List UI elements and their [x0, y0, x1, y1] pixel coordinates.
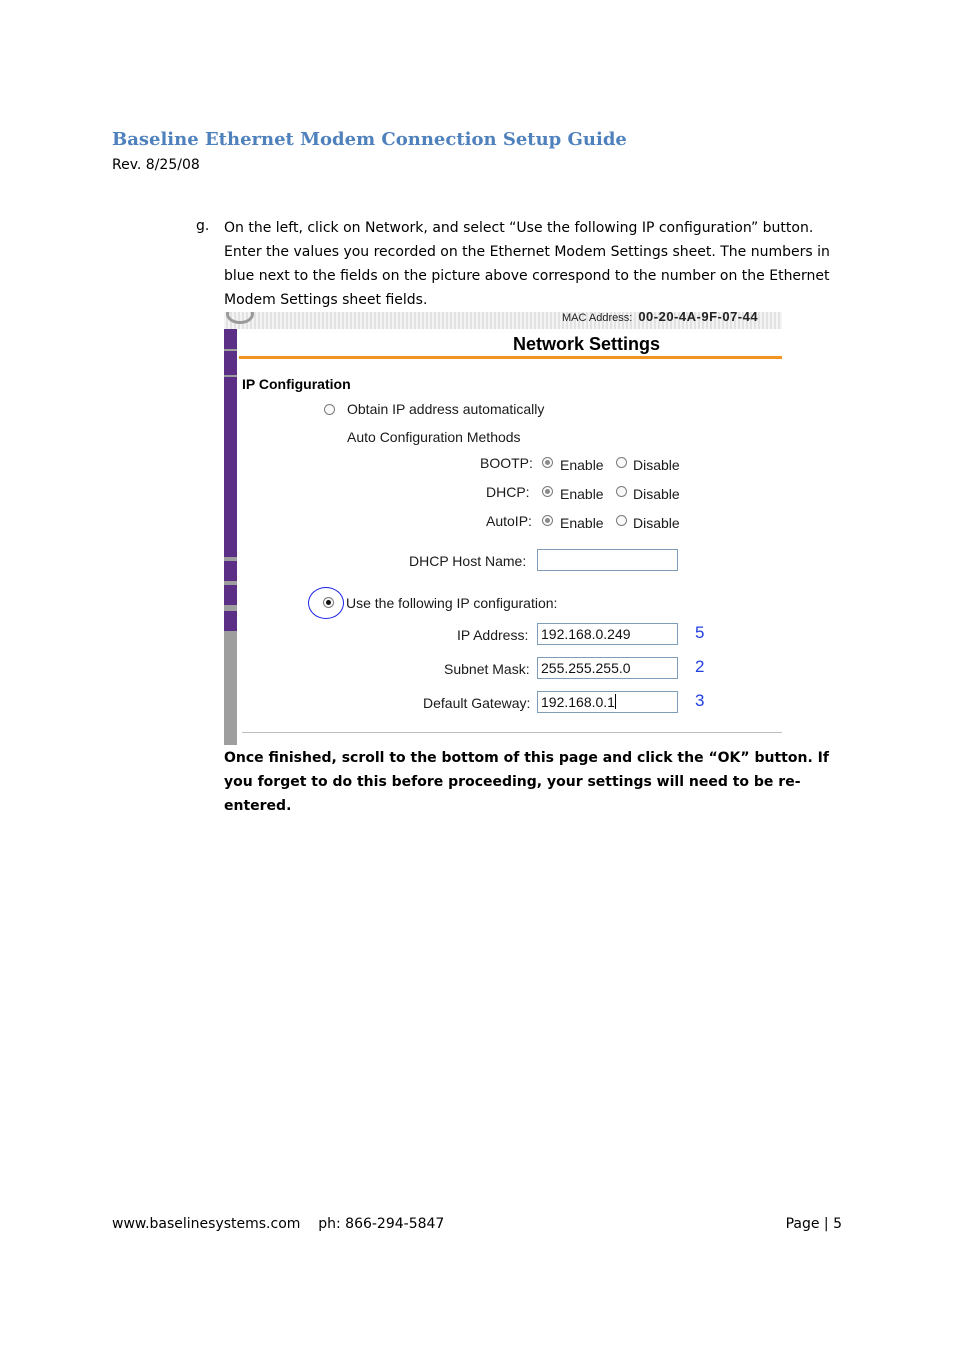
network-settings-screenshot	[224, 312, 782, 745]
header-strip	[224, 312, 782, 329]
ip-address-label: IP Address:	[457, 627, 529, 643]
obtain-auto-radio[interactable]	[324, 404, 335, 415]
ip-configuration-heading: IP Configuration	[242, 376, 351, 392]
revision-date: Rev. 8/25/08	[112, 157, 200, 173]
sidebar-nav-item[interactable]	[224, 377, 237, 557]
autoip-enable-radio[interactable]	[542, 515, 553, 526]
default-gateway-ref-number: 3	[695, 691, 705, 710]
sidebar-nav-item[interactable]	[224, 561, 237, 581]
default-gateway-label: Default Gateway:	[423, 695, 531, 711]
subnet-mask-input[interactable]: 255.255.255.0	[537, 657, 678, 679]
page-number: Page | 5	[785, 1216, 842, 1232]
auto-methods-label: Auto Configuration Methods	[347, 429, 521, 445]
dhcp-enable-radio[interactable]	[542, 486, 553, 497]
mac-address	[562, 312, 758, 324]
autoip-disable-radio[interactable]	[616, 515, 627, 526]
use-following-radio[interactable]	[323, 597, 334, 608]
subnet-mask-ref-number: 2	[695, 657, 705, 676]
mac-address-value: 00-20-4A-9F-07-44	[638, 312, 759, 324]
footer-contact	[112, 1216, 444, 1232]
dhcp-disable-radio[interactable]	[616, 486, 627, 497]
dhcp-host-name-input[interactable]	[537, 549, 678, 571]
nav-sidebar	[224, 329, 237, 745]
default-gateway-value: 192.168.0.1	[541, 694, 615, 710]
sidebar-nav-item[interactable]	[224, 585, 237, 605]
dhcp-host-name-label: DHCP Host Name:	[409, 553, 527, 569]
bootp-disable-label: Disable	[633, 457, 680, 473]
sidebar-nav-item[interactable]	[224, 351, 237, 375]
autoip-disable-label: Disable	[633, 515, 680, 531]
use-following-label: Use the following IP configuration:	[346, 595, 558, 611]
ip-address-ref-number: 5	[695, 623, 705, 642]
autoip-enable-label: Enable	[560, 515, 604, 531]
dhcp-disable-label: Disable	[633, 486, 680, 502]
dhcp-enable-label: Enable	[560, 486, 604, 502]
bootp-enable-label: Enable	[560, 457, 604, 473]
autoip-label: AutoIP:	[486, 513, 532, 529]
step-letter: g.	[196, 218, 210, 234]
bootp-enable-radio[interactable]	[542, 457, 553, 468]
network-settings-title: Network Settings	[513, 334, 661, 354]
step-instructions: On the left, click on Network, and select “Use the following IP configuration” button. Enter the values you recorded on the Ethernet Modem Settings sheet. The numbers in blue next to the fields on the picture above correspond to the number on the Ethernet Modem Settings sheet fields.	[224, 220, 830, 308]
bootp-disable-radio[interactable]	[616, 457, 627, 468]
sidebar-nav-item[interactable]	[224, 611, 237, 631]
subnet-mask-label: Subnet Mask:	[444, 661, 530, 677]
obtain-auto-label: Obtain IP address automatically	[347, 401, 545, 417]
document-title: Baseline Ethernet Modem Connection Setup Guide	[112, 129, 627, 150]
footer-phone: ph: 866-294-5847	[318, 1216, 445, 1232]
important-note: Once finished, scroll to the bottom of this page and click the “OK” button. If you forget to do this before proceeding, your settings will need to be re-entered.	[224, 750, 829, 814]
logo-fragment	[226, 312, 254, 324]
form-divider	[242, 732, 782, 733]
text-cursor	[615, 694, 616, 709]
dhcp-label: DHCP:	[486, 484, 530, 500]
mac-address-label: MAC Address:	[562, 312, 633, 324]
footer-website: www.baselinesystems.com	[112, 1216, 301, 1232]
sidebar-nav-item[interactable]	[224, 329, 237, 349]
bootp-label: BOOTP:	[480, 455, 533, 471]
default-gateway-input[interactable]	[537, 691, 678, 713]
title-rule	[239, 356, 782, 359]
ip-address-input[interactable]: 192.168.0.249	[537, 623, 678, 645]
